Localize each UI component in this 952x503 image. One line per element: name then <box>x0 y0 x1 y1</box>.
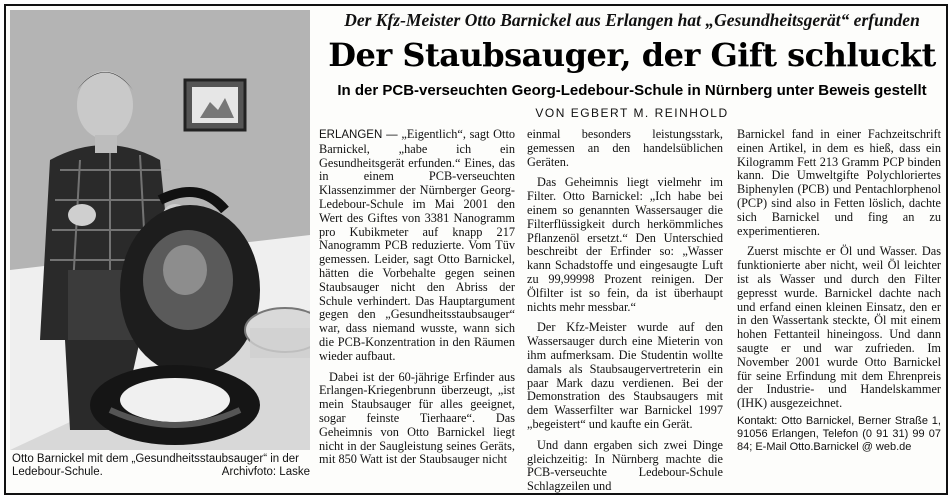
paragraph <box>319 128 515 364</box>
contact-info: Kontakt: Otto Barnickel, Berner Straße 1, 91056 Erlangen, Telefon (0 91 31) 99 07 84; E-Mail Otto.Barnickel @ web.de <box>737 414 941 453</box>
photo-caption <box>12 453 312 479</box>
caption-text: Otto Barnickel mit dem „Gesundheitsstaubsauger“ in der Ledebour-Schule. <box>12 453 299 478</box>
newspaper-clipping <box>4 4 948 495</box>
article-photo <box>10 10 310 450</box>
paragraph: einmal besonders leistungsstark, gemessen an den handelsüblichen Geräten. <box>527 128 723 169</box>
dateline: ERLANGEN — <box>319 129 398 141</box>
article-column-3 <box>737 128 941 494</box>
paragraph: Barnickel fand in einer Fachzeitschrift einen Artikel, in dem es hieß, dass ein Kilogramm Fett 213 Gramm PCP binden kann. Die Umweltgifte Polychloriertes Biphenylen (PCB) und Pentachlorphenol (PCP) sind also in Fetten löslich, dachte sich Barnickel und fing an zu experimentieren. <box>737 128 941 238</box>
headline: Der Staubsauger, der Gift schluckt <box>328 36 936 74</box>
photo-image <box>10 10 310 450</box>
paragraph: Das Geheimnis liegt vielmehr im Filter. Otto Barnickel: „Ich habe bei einem so genannten Wassersauger die Filterflüssigkeit durch herkömmliches Pflanzenöl ersetzt.“ Den Unterschied beschreibt der Erfinder so: „Wasser kann Schadstoffe und eingesaugte Luft zu 99,99998 Prozent reinigen. Der Ölfilter ist so fein, da ist überhaupt nichts mehr messbar.“ <box>527 175 723 314</box>
paragraph: Dabei ist der 60-jährige Erfinder aus Erlangen-Kriegenbrunn überzeugt, „ist mein Staubsauger für alles geeignet, sogar feinste Tierhaare“. Das Geheimnis von Otto Barnickel liegt nicht in der Saugleistung seines Geräts, mit 850 Watt ist der Staubsauger nicht <box>319 369 515 467</box>
subheadline: In der PCB-verseuchten Georg-Ledebour-Schule in Nürnberg unter Beweis gestellt <box>337 82 927 99</box>
paragraph: Und dann ergaben sich zwei Dinge gleichzeitig: In Nürnberg machte die PCB-verseuchte Ledebour-Schule Schlagzeilen und <box>527 437 723 494</box>
photo-credit: Archivfoto: Laske <box>221 466 310 478</box>
paragraph: Zuerst mischte er Öl und Wasser. Das funktionierte aber nicht, weil Öl leichter ist als Wasser und durch den Filter gepresst wurde. Barnickel dachte nach und erfand einen kleinen Einsatz, den er in den Wassertank steckte, Öl mit einem hohen Fettanteil hineingoss. Und dann saugte er und war zufrieden. Im November 2001 wurde Otto Barnickel für seine Erfindung mit dem Ehrenpreis der Industrie- und Handelskammer (IHK) ausgezeichnet. <box>737 244 941 411</box>
kicker: Der Kfz-Meister Otto Barnickel aus Erlangen hat „Gesundheitsgerät“ erfunden <box>344 10 920 30</box>
article-column-1 <box>319 128 515 494</box>
article-column-2 <box>527 128 723 494</box>
byline: VON EGBERT M. REINHOLD <box>535 106 729 120</box>
paragraph: Der Kfz-Meister wurde auf den Wassersauger durch eine Mieterin von ihm aufmerksam. Die Studentin wollte damals als Staubsaugervertreterin ein paar Mark dazu verdienen. Bei der Demonstration des Staubsaugers mit dem Wasserfilter war Barnickel 1997 „begeistert“ und kaufte ein Gerät. <box>527 320 723 431</box>
paragraph-text: „Eigentlich“, sagt Otto Barnickel, „habe ich ein Gesundheitsgerät erfunden.“ Eines, das in einem PCB-verseuchten Klassenzimmer der Nürnberger Georg-Ledebour-Schule im Mai 2001 den Wert des Giftes von 3381 Nanogramm pro Kubikmeter auf knapp 217 Nanogramm PCB reduzierte. Vom Tüv gemessen. Leider, sagt Otto Barnickel, hätten die Vorbehalte gegen seinen Staubsauger nicht den Abriss der Schule verhindert. Das Hauptargument gegen den „Gesundheitsstaubsauger“ war, dass niemand wusste, wann sich die PCB-Konzentration in den Räumen wieder aufbaut. <box>319 128 515 363</box>
